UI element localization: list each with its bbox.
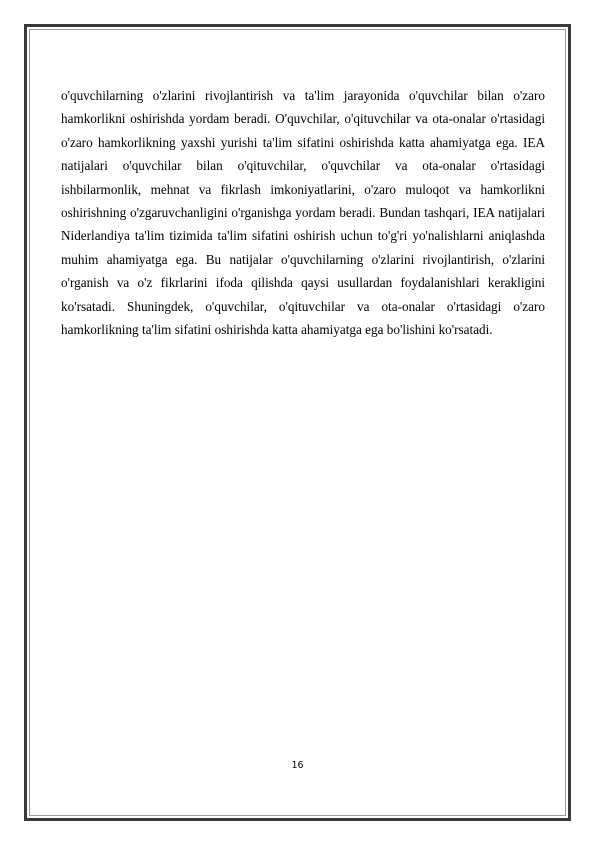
body-paragraph: o'quvchilarning o'zlarini rivojlantirish va ta'lim jarayonida o'quvchilar bilan o'zaro hamkorlikni oshirishda yordam beradi. O'quvchilar, o'qituvchilar va ota-onalar o'rtasidagi o'zaro hamkorlikning yaxshi yurishi ta'lim sifatini oshirishda katta ahamiyatga ega. IEA natijalari o'quvchilar bilan o'qituvchilar, o'quvchilar va ota-onalar o'rtasidagi ishbilarmonlik, mehnat va fikrlash imkoniyatlarini, o'zaro muloqot va hamkorlikni oshirishning o'zgaruvchanligini o'rganishga yordam beradi. Bundan tashqari, IEA natijalari Niderlandiya ta'lim tizimida ta'lim sifatini oshirish uchun to'g'ri yo'nalishlarni aniqlashda muhim ahamiyatga ega. Bu natijalar o'quvchilarning o'zlarini rivojlantirish, o'zlarini o'rganish va o'z fikrlarini ifoda qilishda qaysi usullardan foydalanishlari kerakligini ko'rsatadi. Shuningdek, o'quvchilar, o'qituvchilar va ota-onalar o'rtasidagi o'zaro hamkorlikning ta'lim sifatini oshirishda katta ahamiyatga ega bo'lishini ko'rsatadi. xyxy=(61,88,545,338)
page-number: 16 xyxy=(291,760,304,771)
